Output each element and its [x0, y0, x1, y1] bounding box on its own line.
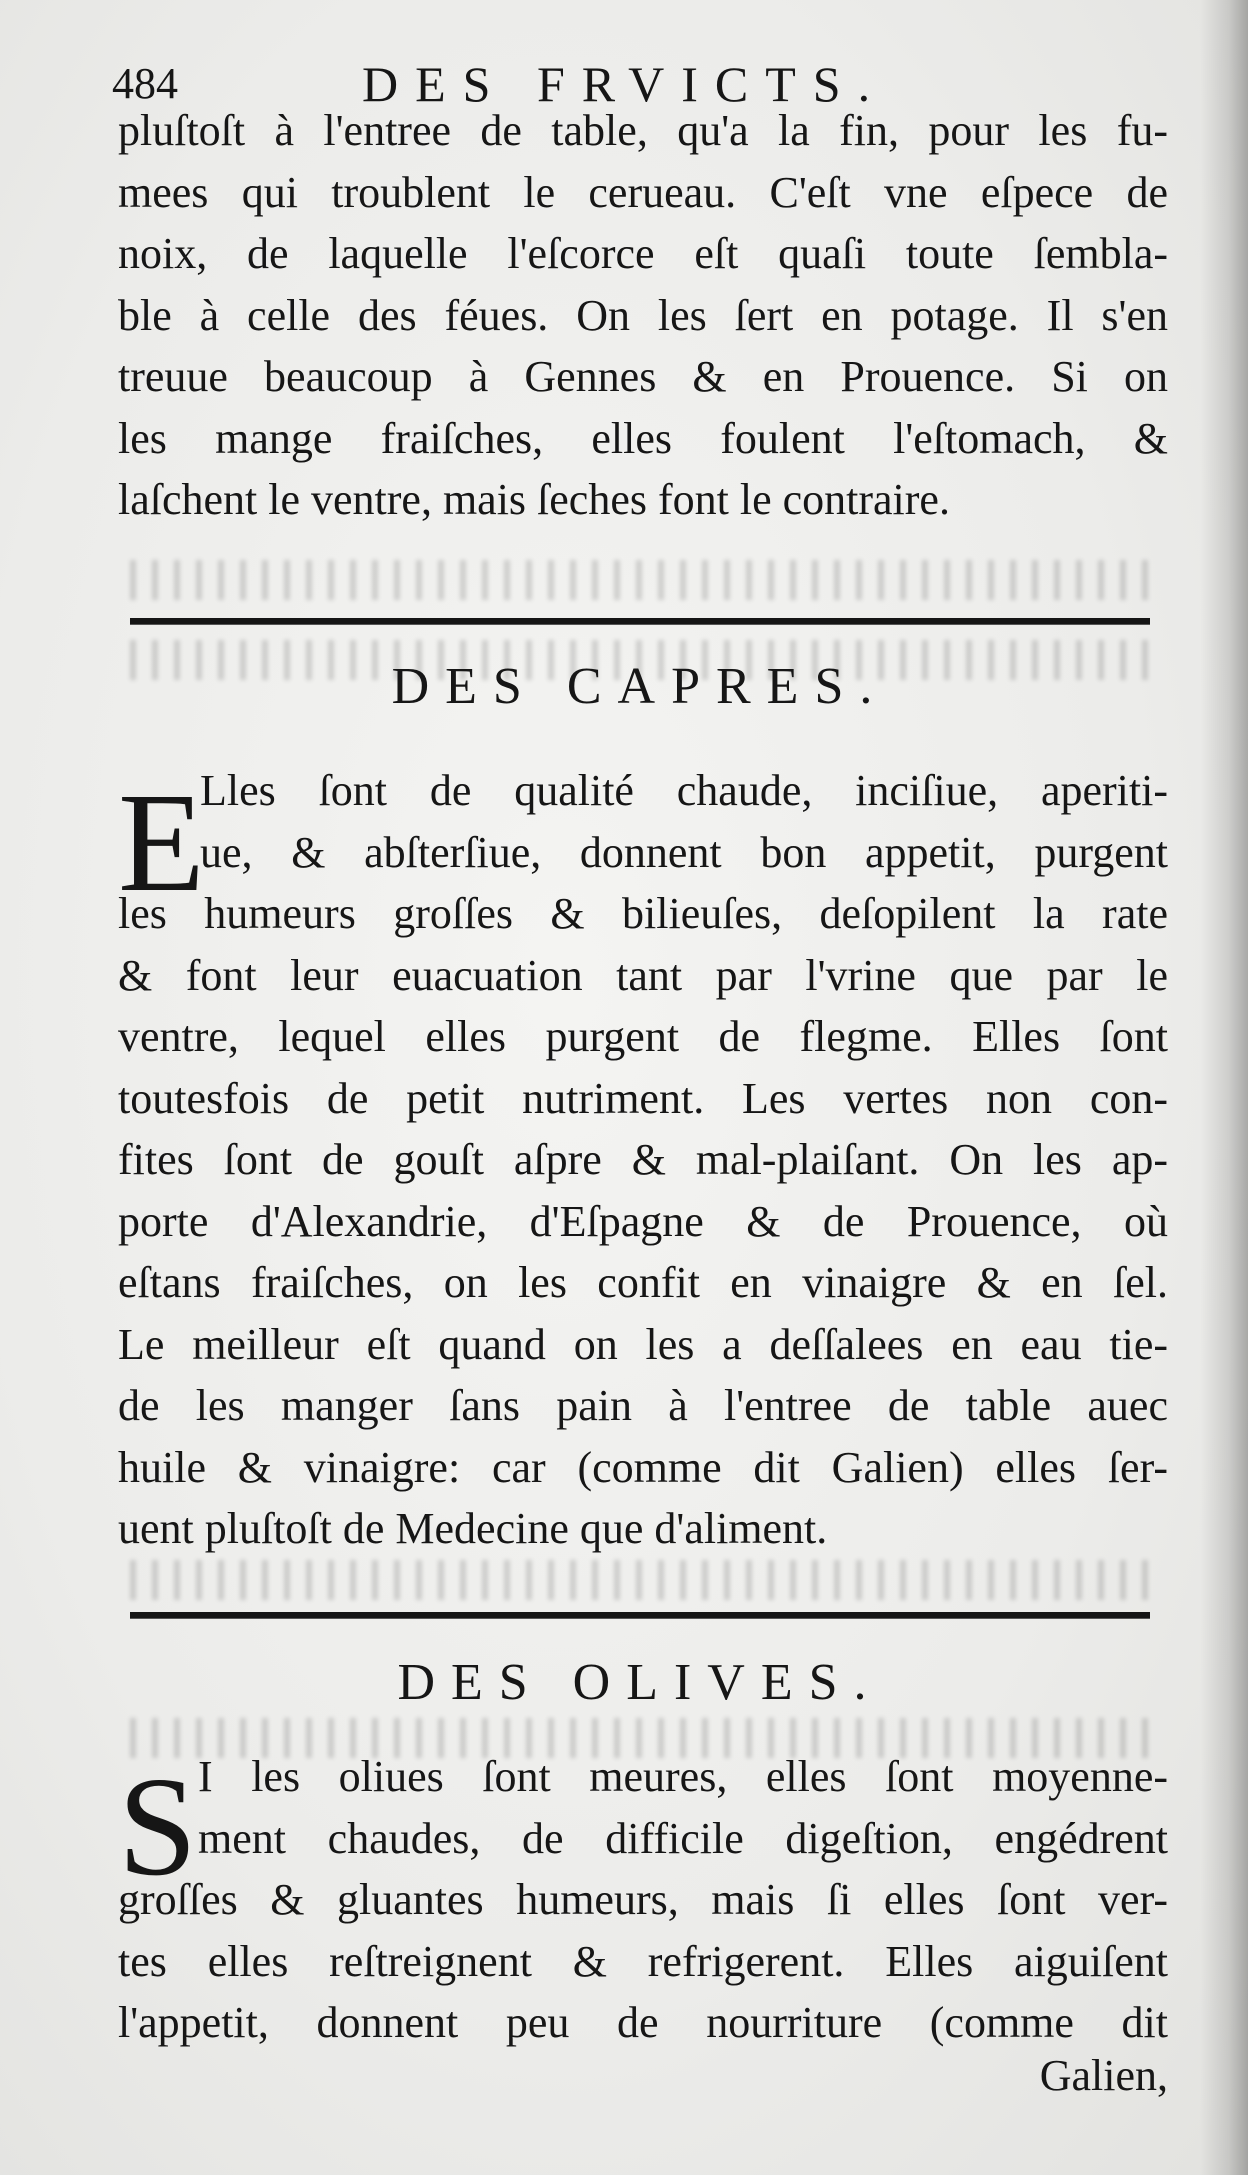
text-line: ment chaudes, de difficile digeſtion, engédrent	[198, 1813, 1168, 1863]
text-line: noix, de laquelle l'eſcorce eſt quaſi toute ſembla-	[118, 229, 1168, 278]
text-line: Le meilleur eſt quand on les a deſſalees en eau tie-	[118, 1319, 1168, 1369]
page-spine-shadow	[1200, 0, 1248, 2175]
section-heading-olives: DES OLIVES.	[397, 1654, 883, 1711]
paragraph-olives	[118, 1746, 1168, 2054]
paragraph-continuation	[118, 100, 1168, 531]
text-line: l'appetit, donnent peu de nourriture (comme dit	[118, 1998, 1168, 2047]
bleed-through-text	[130, 1560, 1150, 1600]
text-line: les mange fraiſches, elles foulent l'eſtomach, &	[118, 413, 1168, 463]
text-line: Lles ſont de qualité chaude, inciſiue, aperiti-	[200, 766, 1168, 815]
catchword: Galien,	[1039, 2051, 1168, 2100]
text-line: tes elles reſtreignent & refrigerent. Elles aiguiſent	[118, 1936, 1168, 1986]
page-number: 484	[112, 59, 178, 108]
text-line: I les oliues ſont meures, elles ſont moyenne-	[198, 1752, 1168, 1801]
text-line: fites ſont de gouſt aſpre & mal-plaiſant. On les ap-	[118, 1135, 1168, 1184]
text-line: mees qui troublent le cerueau. C'eſt vne eſpece de	[118, 167, 1168, 217]
bleed-through-text	[130, 560, 1150, 600]
section-rule	[130, 1612, 1150, 1619]
section-rule	[130, 618, 1150, 625]
drop-cap-s: S	[118, 1747, 197, 1905]
text-line: pluſtoſt à l'entree de table, qu'a la fin, pour les fu-	[118, 106, 1168, 155]
text-line: ble à celle des féues. On les ſert en potage. Il s'en	[118, 290, 1168, 340]
drop-cap-e: E	[118, 763, 205, 921]
text-line: huile & vinaigre: car (comme dit Galien) elles ſer-	[118, 1442, 1168, 1492]
text-line: de les manger ſans pain à l'entree de table auec	[118, 1381, 1168, 1430]
text-line: & font leur euacuation tant par l'vrine que par le	[118, 950, 1168, 1000]
text-line: toutesfois de petit nutriment. Les vertes non con-	[118, 1073, 1168, 1123]
text-line: ventre, lequel elles purgent de flegme. Elles ſont	[118, 1012, 1168, 1061]
paragraph-capres	[118, 760, 1168, 1560]
text-line: porte d'Alexandrie, d'Eſpagne & de Prouence, où	[118, 1196, 1168, 1246]
text-line: treuue beaucoup à Gennes & en Prouence. Si on	[118, 352, 1168, 401]
text-line: eſtans fraiſches, on les confit en vinaigre & en ſel.	[118, 1258, 1168, 1307]
running-title: DES FRVICTS.	[362, 56, 888, 112]
text-line: groſſes & gluantes humeurs, mais ſi elles ſont ver-	[118, 1875, 1168, 1924]
text-line: laſchent le ventre, mais ſeches font le contraire.	[118, 475, 950, 524]
text-line: uent pluſtoſt de Medecine que d'aliment.	[118, 1504, 828, 1553]
text-line: les humeurs groſſes & bilieuſes, deſopilent la rate	[118, 889, 1168, 938]
section-heading-capres: DES CAPRES.	[391, 658, 889, 715]
text-line: ue, & abſterſiue, donnent bon appetit, purgent	[200, 827, 1168, 877]
